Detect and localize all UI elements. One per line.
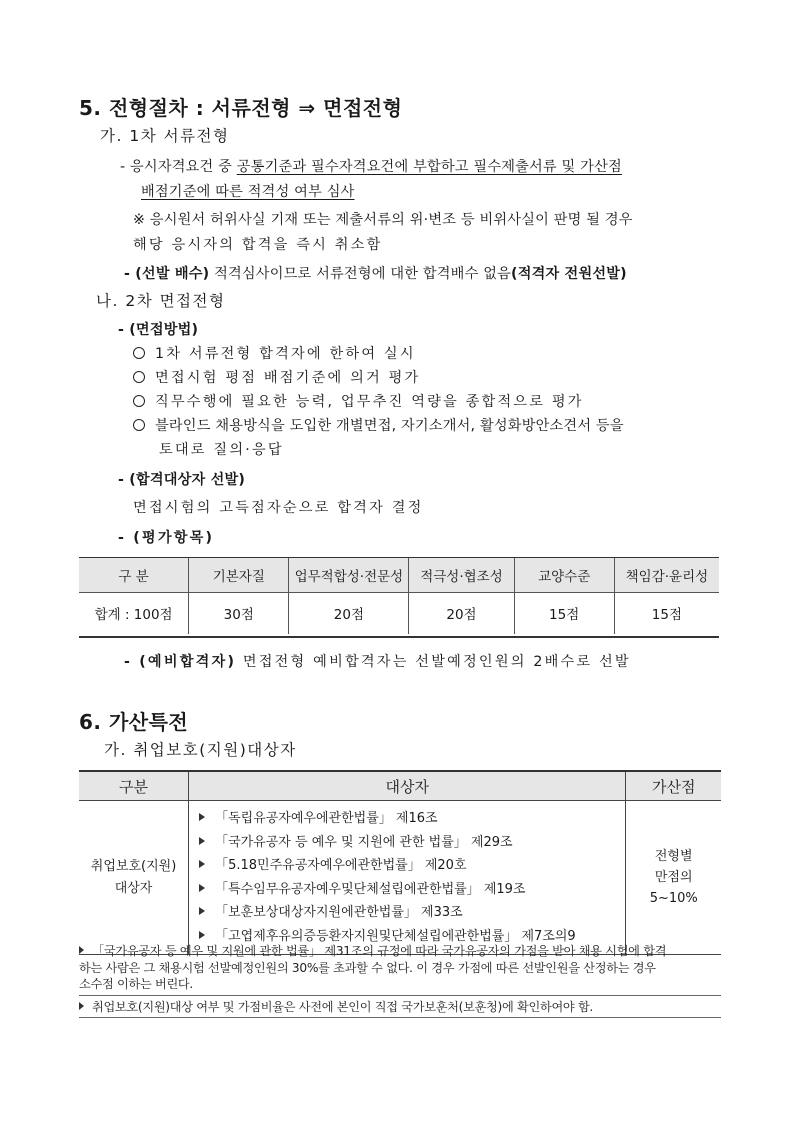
triangle-bullet-icon (199, 860, 205, 868)
bonus-category-cell (79, 801, 189, 955)
circle-bullet-icon (133, 419, 145, 431)
list-item (199, 854, 625, 878)
bonus-table (79, 770, 721, 955)
circle-bullet-icon (133, 395, 145, 407)
interview-method-text: 직무수행에 필요한 능력, 업무추진 역량을 종합적으로 평가 (155, 394, 584, 410)
interview-method-item (133, 391, 584, 411)
interview-method-text: 면접시험 평점 배점기준에 의거 평가 (155, 370, 421, 386)
screening-criteria-prefix: - 응시자격요건 중 (120, 159, 237, 175)
list-item (199, 878, 625, 902)
score-table-header-cell: 책임감·윤리성 (614, 558, 719, 592)
triangle-bullet-icon (199, 837, 205, 845)
section-5b-heading: 나. 2차 면접전형 (96, 292, 226, 310)
score-table-cell: 15점 (514, 592, 614, 634)
eligibility-law-text: 「독립유공자예우에관한법률」 제16조 (215, 811, 438, 826)
triangle-bullet-icon (199, 907, 205, 915)
screening-criteria-line2: 배점기준에 따른 적격성 여부 심사 (141, 184, 355, 200)
selection-ratio-bold: (적격자 전원선발) (511, 266, 627, 282)
cancellation-note-line2: 해당 응시자의 합격을 즉시 취소함 (133, 237, 383, 253)
score-table-header-cell: 업무적합성·전문성 (289, 558, 409, 592)
bonus-table-header-cell: 대상자 (189, 771, 626, 801)
bonus-table-header-cell: 가산점 (626, 771, 721, 801)
section-5a-heading: 가. 1차 서류전형 (100, 127, 230, 145)
pass-selection-text: 면접시험의 고득점자순으로 합격자 결정 (133, 500, 424, 516)
evaluation-items-label: - (평가항목) (118, 530, 215, 546)
score-table-row (79, 592, 719, 634)
reserve-pass-label: - (예비합격자) (124, 654, 237, 670)
reserve-pass-text: 면접전형 예비합격자는 선발예정인원의 2배수로 선발 (236, 654, 631, 670)
interview-method-item (133, 367, 420, 387)
bonus-rate-cell (626, 801, 721, 955)
list-item (199, 831, 625, 855)
pass-selection-label: - (합격대상자 선발) (118, 472, 246, 488)
screening-criteria-line1 (120, 156, 622, 176)
section-6-title: 6. 가산특전 (79, 710, 189, 734)
bonus-note-2 (79, 996, 721, 1019)
screening-criteria-underlined: 공통기준과 필수자격요건에 부합하고 필수제출서류 및 가산점 (236, 159, 622, 175)
score-table-cell: 20점 (409, 592, 514, 634)
bonus-rate-line: 5~10% (649, 891, 698, 906)
bonus-table-header-cell: 구분 (79, 771, 189, 801)
score-table-cell: 15점 (614, 592, 719, 634)
bonus-rate-line: 전형별 (654, 849, 693, 864)
triangle-bullet-icon (79, 1002, 84, 1010)
eligibility-law-text: 「5.18민주유공자예우에관한법률」 제20호 (215, 858, 467, 873)
cancellation-note-line1: ※ 응시원서 허위사실 기재 또는 제출서류의 위·변조 등 비위사실이 판명 될 경우 (133, 212, 633, 228)
interview-method-item (133, 343, 416, 363)
eligibility-law-text: 「보훈보상대상자지원에관한법률」 제33조 (215, 905, 463, 920)
circle-bullet-icon (133, 347, 145, 359)
triangle-bullet-icon (199, 884, 205, 892)
selection-ratio-label: - (선발 배수) (124, 266, 210, 282)
interview-method-item (133, 415, 624, 435)
bonus-note-text: 취업보호(지원)대상 여부 및 가점비율은 사전에 본인이 직접 국가보훈처(보훈청)에 확인하여야 함. (92, 999, 594, 1014)
triangle-bullet-icon (199, 813, 205, 821)
list-item (199, 901, 625, 925)
bonus-rate-line: 만점의 (654, 870, 693, 885)
selection-ratio-line (124, 263, 627, 283)
eligibility-law-text: 「국가유공자 등 예우 및 지원에 관한 법률」 제29조 (215, 834, 513, 850)
bonus-note-text: 소수점 이하는 버린다. (79, 977, 193, 991)
bonus-eligibility-list (189, 801, 626, 955)
section-5-title: 5. 전형절차 : 서류전형 ⇒ 면접전형 (79, 96, 403, 120)
score-table-header-cell: 교양수준 (514, 558, 614, 592)
score-table-header-cell: 구 분 (79, 558, 189, 592)
bonus-note-1-line (79, 943, 721, 960)
bonus-category-line: 취업보호(지원) (90, 858, 177, 874)
bonus-table-row (79, 801, 721, 955)
bonus-table-header-row (79, 771, 721, 801)
bonus-notes (79, 943, 721, 1018)
score-table-bottom-rule (79, 636, 719, 638)
score-table-cell: 20점 (289, 592, 409, 634)
triangle-bullet-icon (199, 931, 205, 939)
eligibility-law-text: 「고엽제후유의증등환자지원및단체설립에관한법률」 제7조의9 (215, 928, 576, 944)
bonus-note-1 (79, 943, 721, 996)
selection-ratio-text: 적격심사이므로 서류전형에 대한 합격배수 없음 (209, 266, 512, 282)
eligibility-law-text: 「특수임무유공자예우및단체설립에관한법률」 제19조 (215, 881, 526, 897)
interview-method-text: 블라인드 채용방식을 도입한 개별면접, 자기소개서, 활성화방안소견서 등을 (155, 418, 624, 434)
interview-method-text: 1차 서류전형 합격자에 한하여 실시 (155, 346, 416, 362)
score-table-header-row (79, 558, 719, 592)
section-6a-heading: 가. 취업보호(지원)대상자 (104, 741, 297, 759)
reserve-pass-line (124, 651, 631, 671)
interview-method-continuation: 토대로 질의·응답 (159, 442, 284, 458)
list-item (199, 807, 625, 831)
score-table-mid-rule (79, 592, 719, 593)
bonus-category-line: 대상자 (114, 880, 153, 896)
score-table (79, 558, 719, 634)
score-table-header-cell: 적극성·협조성 (409, 558, 514, 592)
circle-bullet-icon (133, 371, 145, 383)
score-table-cell: 합계 : 100점 (94, 607, 173, 623)
triangle-bullet-icon (79, 946, 84, 954)
interview-method-label: - (면접방법) (118, 322, 199, 338)
bonus-note-text: 하는 사람은 그 채용시험 선발예정인원의 30%를 초과할 수 없다. 이 경우 가점에 따른 선발인원을 산정하는 경우 (79, 960, 656, 975)
bonus-note-text: 「국가유공자 등 예우 및 지원에 관한 법률」 제31조의 규정에 따라 국가유공자의 가점을 받아 채용 시험에 합격 (92, 944, 667, 958)
score-table-cell: 30점 (189, 592, 289, 634)
score-table-header-cell: 기본자질 (189, 558, 289, 592)
